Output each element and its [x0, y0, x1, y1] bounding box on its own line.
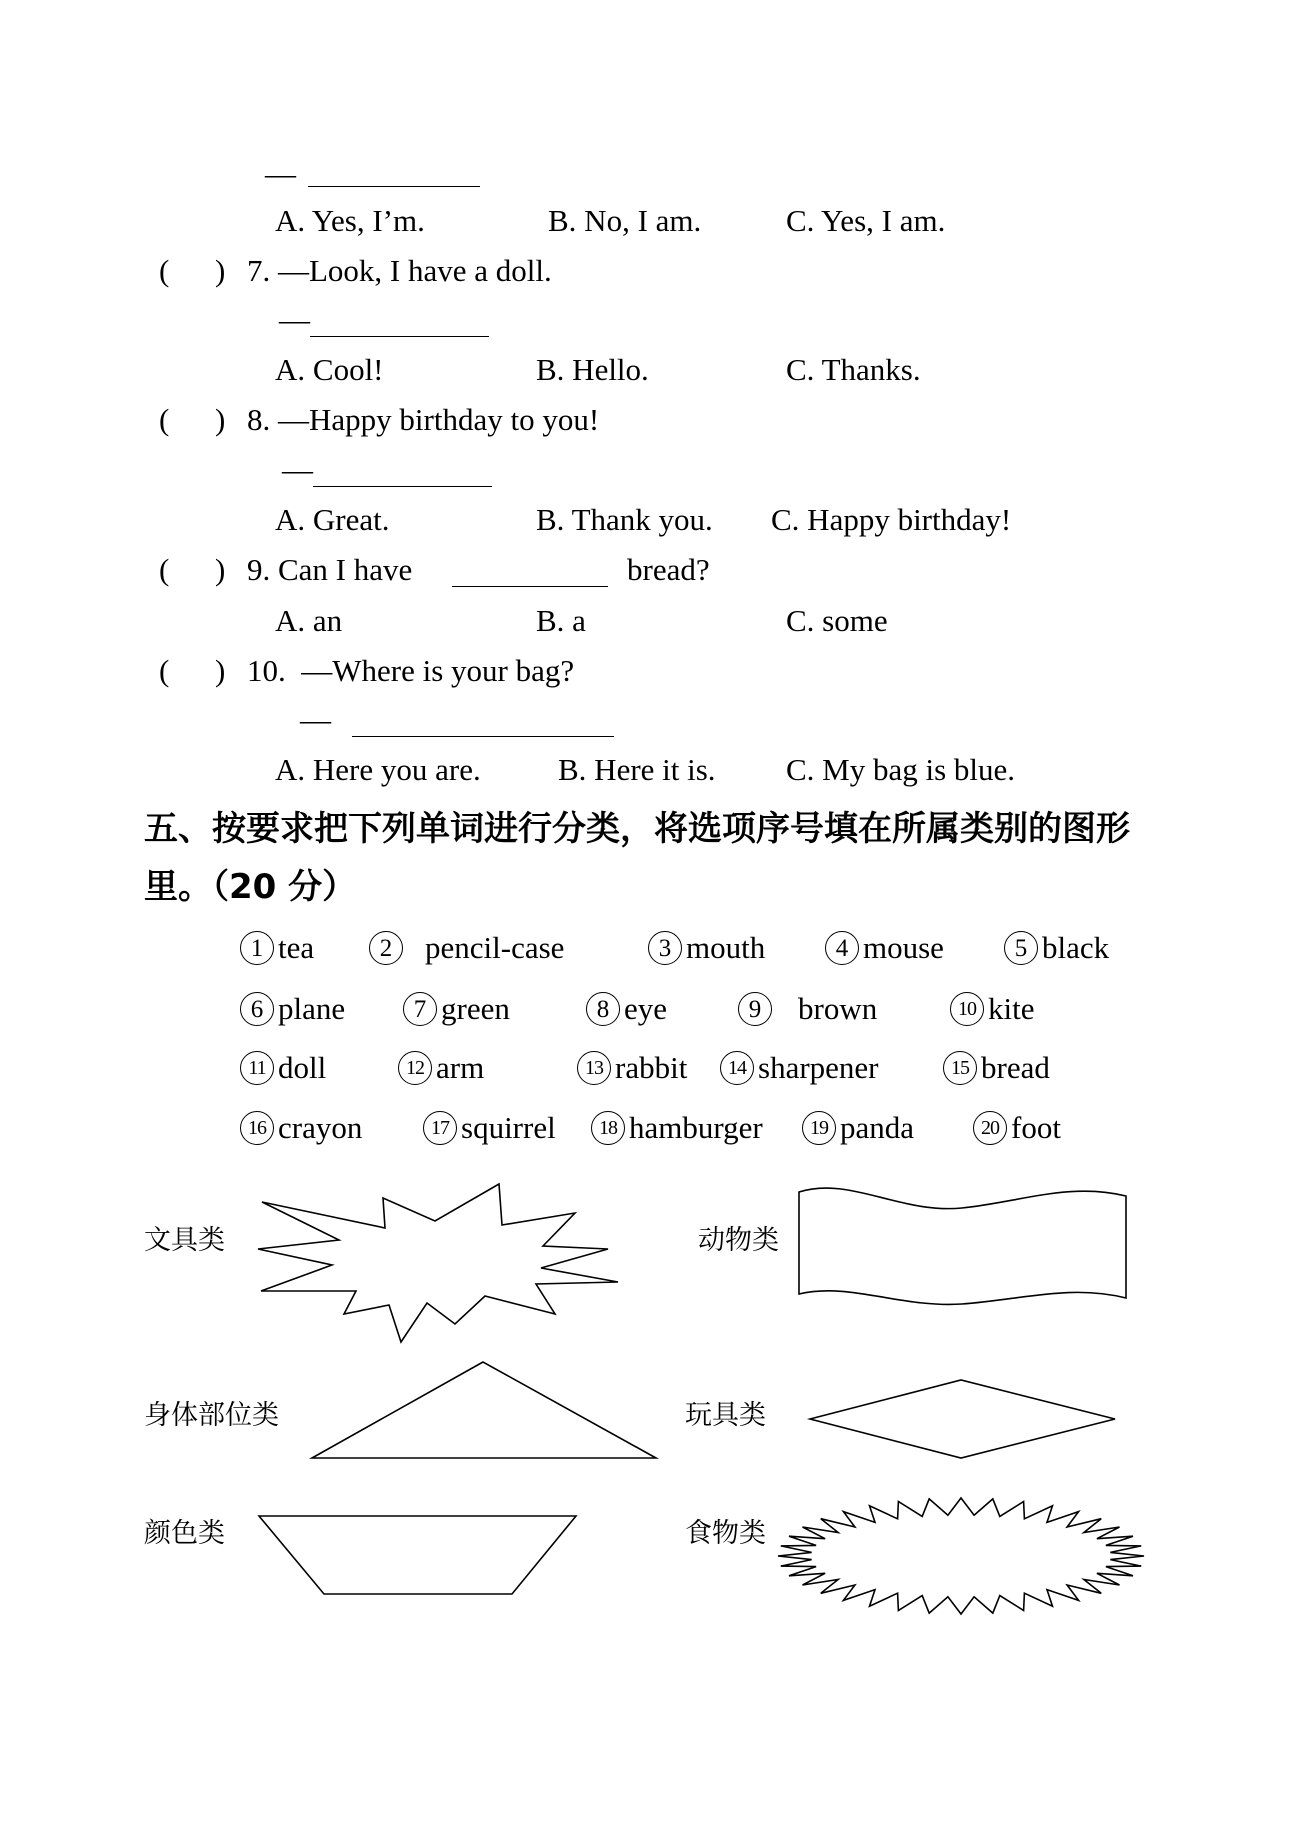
word-label: plane	[278, 991, 346, 1026]
word-item-20	[973, 1108, 1061, 1148]
word-label: tea	[278, 930, 315, 965]
q9-option-b: B. a	[536, 603, 586, 638]
word-label: brown	[798, 991, 878, 1026]
circled-number: 12	[398, 1051, 432, 1085]
word-item-1	[240, 928, 314, 968]
section5-heading-line2: 里。（20 分）	[144, 867, 357, 907]
q9-option-c: C. some	[786, 603, 888, 638]
q9-option-a: A. an	[275, 603, 343, 638]
word-label: squirrel	[461, 1110, 556, 1145]
q9-paren-close: )	[215, 552, 226, 587]
q10-option-a: A. Here you are.	[275, 752, 481, 787]
q8-option-c: C. Happy birthday!	[771, 502, 1012, 537]
circled-number: 4	[825, 931, 859, 965]
word-label: arm	[436, 1050, 485, 1085]
circled-number: 19	[802, 1111, 836, 1145]
category-label-toys: 玩具类	[685, 1400, 766, 1431]
word-item-12	[398, 1048, 484, 1088]
word-item-7	[403, 989, 510, 1029]
circled-number: 6	[240, 992, 274, 1026]
word-label: pencil-case	[425, 930, 565, 965]
animals-shape	[799, 1188, 1126, 1304]
word-item-17	[423, 1108, 556, 1148]
q9-paren-open: (	[159, 552, 170, 587]
word-item-11	[240, 1048, 326, 1088]
q6-answer-dash: —	[265, 156, 296, 191]
q7-option-b: B. Hello.	[536, 352, 649, 387]
word-label: foot	[1011, 1110, 1061, 1145]
q6-answer-blank	[308, 186, 480, 187]
word-item-13	[577, 1048, 687, 1088]
word-label: mouth	[686, 930, 766, 965]
word-item-8	[586, 989, 667, 1029]
toys-shape	[810, 1380, 1115, 1458]
colors-shape	[259, 1516, 576, 1594]
word-label: mouse	[863, 930, 944, 965]
circled-number: 17	[423, 1111, 457, 1145]
word-label: rabbit	[615, 1050, 688, 1085]
q8-paren-close: )	[215, 402, 226, 437]
category-label-stationery: 文具类	[144, 1225, 225, 1256]
word-label: bread	[981, 1050, 1050, 1085]
q8-option-a: A. Great.	[275, 502, 390, 537]
q7-paren-close: )	[215, 253, 226, 288]
word-item-19	[802, 1108, 914, 1148]
word-item-14	[720, 1048, 879, 1088]
category-label-body-parts: 身体部位类	[144, 1400, 279, 1431]
q6-option-b: B. No, I am.	[548, 203, 702, 238]
q10-option-c: C. My bag is blue.	[786, 752, 1016, 787]
section5-heading-line1: 五、按要求把下列单词进行分类，将选项序号填在所属类别的图形	[144, 809, 1130, 849]
circled-number: 8	[586, 992, 620, 1026]
q7-option-c: C. Thanks.	[786, 352, 921, 387]
word-item-9	[738, 989, 877, 1029]
word-item-15	[943, 1048, 1050, 1088]
word-label: sharpener	[758, 1050, 879, 1085]
body-parts-shape	[312, 1362, 656, 1458]
circled-number: 3	[648, 931, 682, 965]
category-label-colors: 颜色类	[144, 1518, 225, 1549]
word-item-6	[240, 989, 345, 1029]
q10-paren-open: (	[159, 653, 170, 688]
q8-stem: 8. —Happy birthday to you!	[247, 402, 600, 437]
word-item-2	[369, 928, 564, 968]
q7-answer-dash: —	[279, 302, 310, 337]
circled-number: 16	[240, 1111, 274, 1145]
q10-stem: 10. —Where is your bag?	[247, 653, 575, 688]
food-shape	[778, 1498, 1144, 1614]
q8-paren-open: (	[159, 402, 170, 437]
q7-option-a: A. Cool!	[275, 352, 384, 387]
word-label: hamburger	[629, 1110, 763, 1145]
q9-answer-blank	[452, 586, 608, 587]
q9-stem-before: 9. Can I have	[247, 552, 413, 587]
word-item-10	[950, 989, 1035, 1029]
circled-number: 7	[403, 992, 437, 1026]
q6-option-c: C. Yes, I am.	[786, 203, 946, 238]
word-item-5	[1004, 928, 1109, 968]
q7-answer-blank	[310, 336, 489, 337]
word-item-18	[591, 1108, 763, 1148]
word-label: panda	[840, 1110, 915, 1145]
word-item-3	[648, 928, 765, 968]
q10-option-b: B. Here it is.	[558, 752, 716, 787]
circled-number: 9	[738, 992, 772, 1026]
word-label: black	[1042, 930, 1110, 965]
word-label: doll	[278, 1050, 327, 1085]
q8-answer-blank	[313, 486, 492, 487]
q10-answer-dash: —	[300, 702, 331, 737]
q10-paren-close: )	[215, 653, 226, 688]
circled-number: 5	[1004, 931, 1038, 965]
q6-option-a: A. Yes, I’m.	[275, 203, 425, 238]
word-label: green	[441, 991, 510, 1026]
word-label: kite	[988, 991, 1035, 1026]
q8-option-b: B. Thank you.	[536, 502, 713, 537]
word-item-16	[240, 1108, 362, 1148]
category-label-animals: 动物类	[698, 1225, 779, 1256]
circled-number: 14	[720, 1051, 754, 1085]
q8-answer-dash: —	[282, 452, 313, 487]
q7-paren-open: (	[159, 253, 170, 288]
circled-number: 1	[240, 931, 274, 965]
circled-number: 10	[950, 992, 984, 1026]
word-label: eye	[624, 991, 668, 1026]
word-label: crayon	[278, 1110, 363, 1145]
circled-number: 20	[973, 1111, 1007, 1145]
circled-number: 13	[577, 1051, 611, 1085]
circled-number: 15	[943, 1051, 977, 1085]
q7-stem: 7. —Look, I have a doll.	[247, 253, 552, 288]
circled-number: 2	[369, 931, 403, 965]
stationery-shape	[258, 1184, 618, 1342]
circled-number: 11	[240, 1051, 274, 1085]
q10-answer-blank	[352, 736, 614, 737]
circled-number: 18	[591, 1111, 625, 1145]
q9-stem-after: bread?	[627, 552, 710, 587]
category-label-food: 食物类	[685, 1518, 766, 1549]
word-item-4	[825, 928, 944, 968]
